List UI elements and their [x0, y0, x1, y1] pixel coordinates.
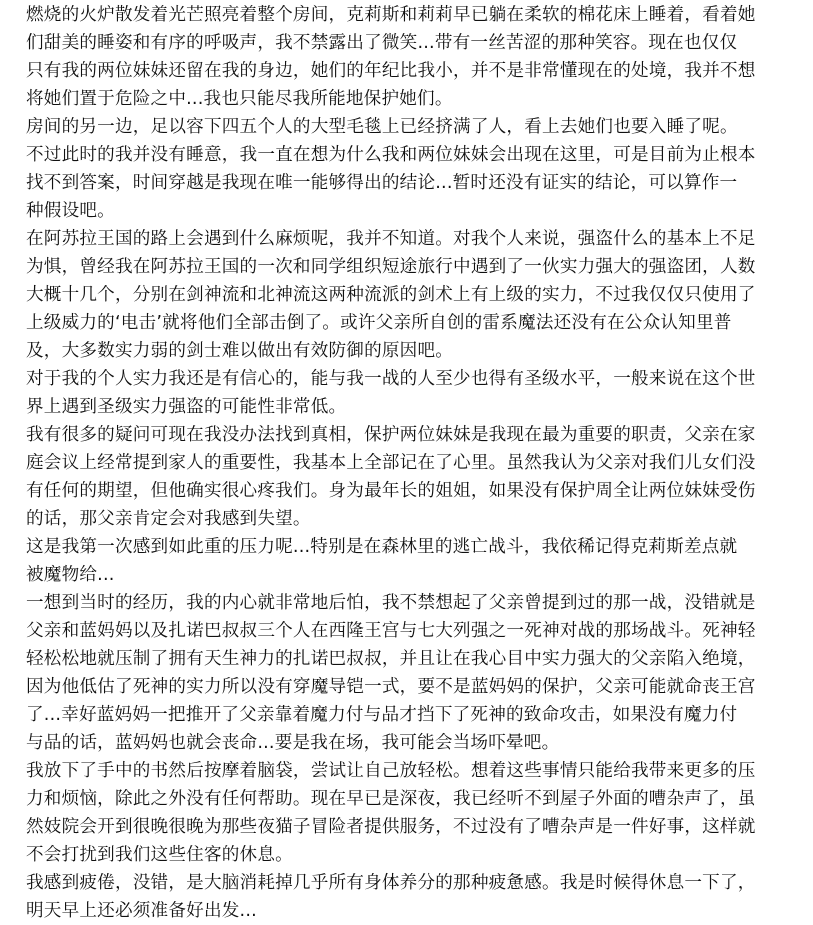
text-line: 这是我第一次感到如此重的压力呢...特别是在森林里的逃亡战斗，我依稀记得克莉斯差点就: [26, 537, 738, 557]
text-line: 然妓院会开到很晚很晚为那些夜猫子冒险者提供服务，不过没有了嘈杂声是一件好事，这样就: [26, 817, 756, 837]
text-line: 燃烧的火炉散发着光芒照亮着整个房间，克莉斯和莉莉早已躺在柔软的棉花床上睡着，看着她: [26, 5, 756, 25]
text-line: 父亲和蓝妈妈以及扎诺巴叔叔三个人在西隆王宫与七大列强之一死神对战的那场战斗。死神轻: [26, 621, 756, 641]
text-line: 在阿苏拉王国的路上会遇到什么麻烦呢，我并不知道。对我个人来说，强盗什么的基本上不足: [26, 229, 756, 249]
text-line: 力和烦恼，除此之外没有任何帮助。现在早已是深夜，我已经听不到屋子外面的嘈杂声了，虽: [26, 789, 756, 809]
text-line: 将她们置于危险之中...我也只能尽我所能地保护她们。: [26, 89, 453, 109]
text-line: 界上遇到圣级实力强盗的可能性非常低。: [26, 397, 347, 417]
text-line: 们甜美的睡姿和有序的呼吸声，我不禁露出了微笑...带有一丝苦涩的那种笑容。现在也仅仅: [26, 33, 738, 53]
text-line: 房间的另一边，足以容下四五个人的大型毛毯上已经挤满了人，看上去她们也要入睡了呢。: [26, 117, 738, 137]
text-line: 种假设吧。: [26, 201, 115, 221]
text-line: 庭会议上经常提到家人的重要性，我基本上全部记在了心里。虽然我认为父亲对我们儿女们没: [26, 453, 756, 473]
text-line: 一想到当时的经历，我的内心就非常地后怕，我不禁想起了父亲曾提到过的那一战，没错就是: [26, 593, 756, 613]
text-line: 不会打扰到我们这些住客的休息。: [26, 845, 293, 865]
text-line: 轻松松地就压制了拥有天生神力的扎诺巴叔叔，并且让在我心目中实力强大的父亲陷入绝境，: [26, 649, 756, 669]
text-line: 因为他低估了死神的实力所以没有穿魔导铠一式，要不是蓝妈妈的保护，父亲可能就命丧王宫: [26, 677, 756, 697]
text-line: 大概十几个，分别在剑神流和北神流这两种流派的剑术上有上级的实力，不过我仅仅只使用了: [26, 285, 756, 305]
text-line: 及，大多数实力弱的剑士难以做出有效防御的原因吧。: [26, 341, 454, 361]
text-line: 只有我的两位妹妹还留在我的身边，她们的年纪比我小，并不是非常懂现在的处境，我并不想: [26, 61, 756, 81]
text-line: 找不到答案，时间穿越是我现在唯一能够得出的结论...暂时还没有证实的结论，可以算作一: [26, 173, 738, 193]
text-line: 有任何的期望，但他确实很心疼我们。身为最年长的姐姐，如果没有保护周全让两位妹妹受伤: [26, 481, 756, 501]
text-line: 不过此时的我并没有睡意，我一直在想为什么我和两位妹妹会出现在这里，可是目前为止根本: [26, 145, 756, 165]
text-line: 我有很多的疑问可现在我没办法找到真相，保护两位妹妹是我现在最为重要的职责，父亲在家: [26, 425, 756, 445]
text-line: 为惧，曾经我在阿苏拉王国的一次和同学组织短途旅行中遇到了一伙实力强大的强盗团，人数: [26, 257, 756, 277]
text-line: 对于我的个人实力我还是有信心的，能与我一战的人至少也得有圣级水平，一般来说在这个世: [26, 369, 756, 389]
text-line: 明天早上还必须准备好出发...: [26, 901, 257, 921]
text-line: 与品的话，蓝妈妈也就会丧命...要是我在场，我可能会当场吓晕吧。: [26, 733, 560, 753]
text-line: 被魔物给...: [26, 565, 115, 585]
text-line: 了...幸好蓝妈妈一把推开了父亲靠着魔力付与品才挡下了死神的致命攻击，如果没有魔力付: [26, 705, 738, 725]
text-line: 上级威力的‘电击’就将他们全部击倒了。或许父亲所自创的雷系魔法还没有在公众认知里普: [26, 313, 732, 333]
text-line: 我感到疲倦，没错，是大脑消耗掉几乎所有身体养分的那种疲惫感。我是时候得休息一下了，: [26, 873, 756, 893]
text-line: 我放下了手中的书然后按摩着脑袋，尝试让自己放轻松。想着这些事情只能给我带来更多的压: [26, 761, 756, 781]
text-line: 的话，那父亲肯定会对我感到失望。: [26, 509, 311, 529]
